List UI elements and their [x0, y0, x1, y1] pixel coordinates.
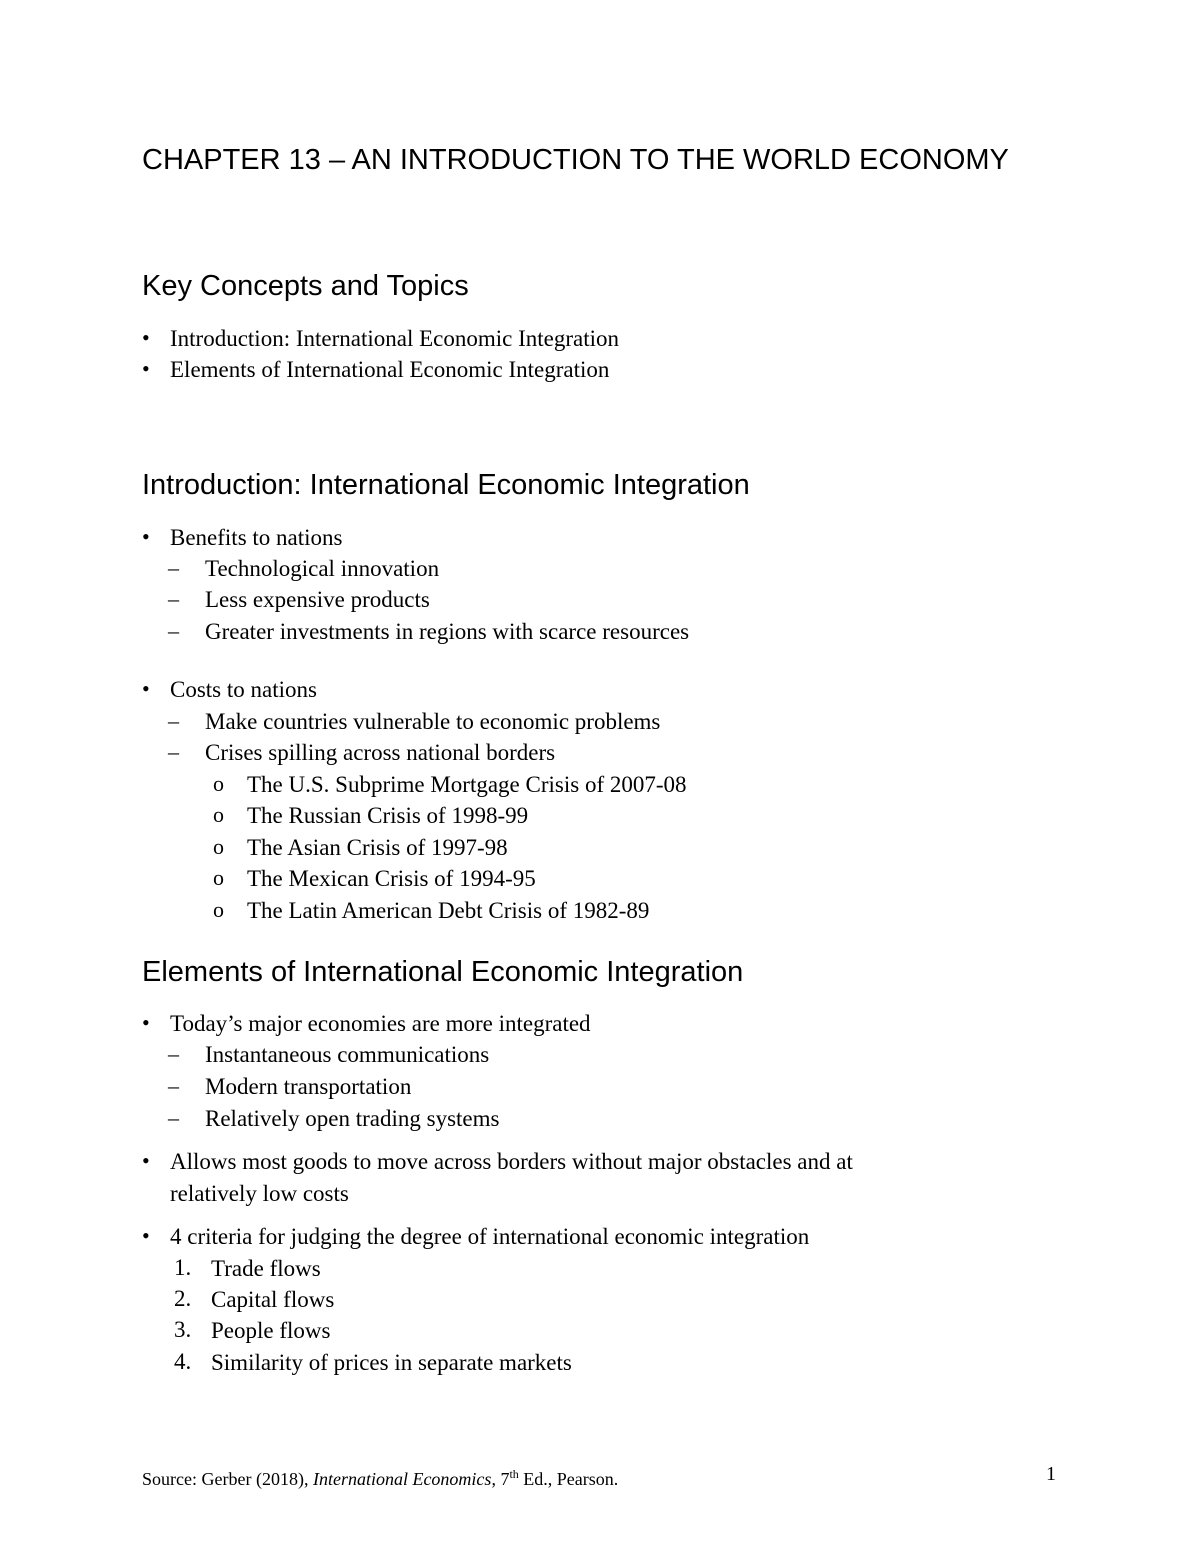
- integrated-item: Modern transportation: [205, 1074, 412, 1099]
- edition-superscript: th: [509, 1467, 519, 1481]
- bullet-marker: •: [142, 524, 150, 549]
- source-prefix: Source: Gerber (2018),: [142, 1469, 309, 1489]
- bullet-marker: •: [142, 325, 150, 350]
- crisis-item: The U.S. Subprime Mortgage Crisis of 2007-08: [247, 772, 687, 797]
- criteria-item: Similarity of prices in separate markets: [211, 1350, 572, 1375]
- benefit-item: Less expensive products: [205, 587, 430, 612]
- criteria-item: Capital flows: [211, 1287, 335, 1312]
- benefit-item: Technological innovation: [205, 556, 440, 581]
- criteria-item: Trade flows: [211, 1256, 321, 1281]
- dash-marker: –: [168, 586, 179, 611]
- dash-marker: –: [168, 1041, 179, 1066]
- circle-marker: o: [213, 771, 224, 796]
- source-comma: ,: [491, 1469, 496, 1489]
- list-number: 4.: [174, 1349, 192, 1374]
- bullet-marker: •: [142, 1223, 150, 1248]
- key-item: Elements of International Economic Integration: [170, 357, 610, 382]
- allows-line: Allows most goods to move across borders without major obstacles and at: [170, 1149, 853, 1174]
- crisis-item: The Russian Crisis of 1998-99: [247, 803, 529, 828]
- criteria-label: 4 criteria for judging the degree of international economic integration: [170, 1224, 810, 1249]
- list-number: 1.: [174, 1255, 192, 1280]
- bullet-marker: •: [142, 356, 150, 381]
- dash-marker: –: [168, 708, 179, 733]
- page-title: CHAPTER 13 – AN INTRODUCTION TO THE WORLD ECONOMY: [142, 144, 1009, 176]
- edition-number: 7: [500, 1469, 510, 1489]
- dash-marker: –: [168, 555, 179, 580]
- circle-marker: o: [213, 897, 224, 922]
- list-number: 3.: [174, 1317, 192, 1342]
- crisis-item: The Mexican Crisis of 1994-95: [247, 866, 536, 891]
- key-item: Introduction: International Economic Integration: [170, 326, 619, 351]
- dash-marker: –: [168, 1073, 179, 1098]
- intro-heading: Introduction: International Economic Integration: [142, 469, 750, 501]
- cost-item: Make countries vulnerable to economic problems: [205, 709, 661, 734]
- source-suffix: Ed., Pearson.: [523, 1469, 619, 1489]
- crisis-item: The Asian Crisis of 1997-98: [247, 835, 508, 860]
- circle-marker: o: [213, 865, 224, 890]
- footer-source: [142, 1462, 618, 1491]
- benefits-label: Benefits to nations: [170, 525, 343, 550]
- cost-item: Crises spilling across national borders: [205, 740, 556, 765]
- criteria-item: People flows: [211, 1318, 331, 1343]
- integrated-item: Instantaneous communications: [205, 1042, 490, 1067]
- dash-marker: –: [168, 739, 179, 764]
- circle-marker: o: [213, 802, 224, 827]
- bullet-marker: •: [142, 1010, 150, 1035]
- integrated-item: Relatively open trading systems: [205, 1106, 500, 1131]
- source-book-title: International Economics: [312, 1469, 492, 1489]
- crisis-item: The Latin American Debt Crisis of 1982-89: [247, 898, 650, 923]
- integrated-label: Today’s major economies are more integrated: [170, 1011, 591, 1036]
- bullet-marker: •: [142, 676, 150, 701]
- costs-label: Costs to nations: [170, 677, 317, 702]
- circle-marker: o: [213, 834, 224, 859]
- benefit-item: Greater investments in regions with scarce resources: [205, 619, 690, 644]
- allows-line: relatively low costs: [170, 1181, 349, 1206]
- dash-marker: –: [168, 618, 179, 643]
- bullet-marker: •: [142, 1148, 150, 1173]
- elements-heading: Elements of International Economic Integration: [142, 956, 744, 988]
- list-number: 2.: [174, 1286, 192, 1311]
- dash-marker: –: [168, 1105, 179, 1130]
- page-number: 1: [1046, 1463, 1056, 1485]
- key-concepts-heading: Key Concepts and Topics: [142, 270, 469, 302]
